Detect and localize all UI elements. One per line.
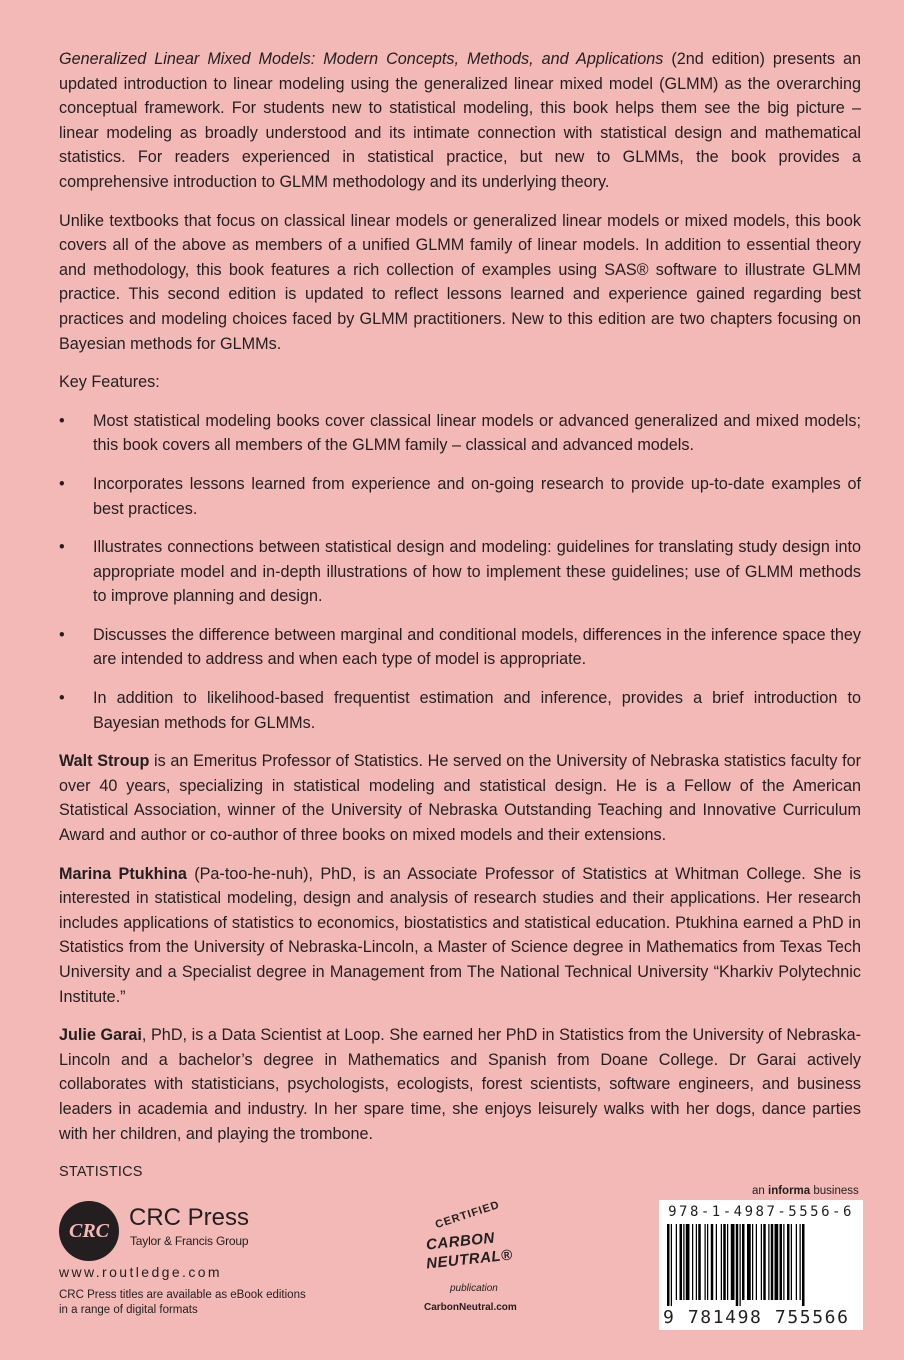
barcode-bar <box>716 1224 717 1300</box>
publisher-website: www.routledge.com <box>59 1264 222 1280</box>
barcode-bar <box>731 1224 735 1300</box>
author-name: Marina Ptukhina <box>59 864 187 883</box>
bullet-icon: • <box>59 625 65 644</box>
barcode-bar <box>768 1224 769 1300</box>
feature-text: In addition to likelihood-based frequentist estimation and inference, provides a brief introduction to Bayesian methods for GLMMs. <box>93 689 861 732</box>
feature-item <box>59 472 861 521</box>
bullet-icon: • <box>59 474 65 493</box>
subject-category: STATISTICS <box>59 1164 143 1180</box>
neutral-label: NEUTRAL® <box>425 1246 514 1273</box>
barcode-bar <box>698 1224 701 1300</box>
barcode-bar <box>800 1224 801 1300</box>
feature-item <box>59 409 861 458</box>
barcode-bar <box>802 1224 805 1306</box>
informa-suffix: business <box>810 1185 859 1197</box>
carbon-certified-label: CERTIFIED <box>433 1198 502 1232</box>
barcode-bar <box>780 1224 783 1300</box>
feature-item <box>59 623 861 672</box>
barcode-bar <box>756 1224 757 1300</box>
key-features-heading: Key Features: <box>59 373 160 392</box>
barcode-bar <box>742 1224 745 1300</box>
ebook-note-line: CRC Press titles are available as eBook editions <box>59 1289 306 1301</box>
barcode-bar <box>692 1224 693 1300</box>
author-bio-stroup <box>59 749 861 847</box>
informa-prefix: an <box>752 1185 768 1197</box>
feature-item <box>59 535 861 609</box>
feature-text: Discusses the difference between marginal and conditional models, differences in the inference space they are intended to address and when each type of model is appropriate. <box>93 625 861 669</box>
barcode-bar <box>696 1224 697 1300</box>
barcode-bar <box>667 1224 670 1306</box>
barcode-bar <box>680 1224 683 1300</box>
author-name: Julie Garai <box>59 1026 142 1045</box>
publisher-logo <box>59 1201 319 1273</box>
book-title: Generalized Linear Mixed Models: Modern Concepts, Methods, and Applications <box>59 50 664 68</box>
barcode-bar <box>723 1224 726 1300</box>
barcode-bar <box>736 1224 739 1306</box>
bullet-icon: • <box>59 689 65 708</box>
barcode-bar <box>787 1224 790 1300</box>
bullet-icon: • <box>59 538 65 557</box>
barcode-bar <box>711 1224 714 1300</box>
barcode-bar <box>775 1224 779 1300</box>
barcode-bar <box>740 1224 741 1306</box>
barcode-bar <box>676 1224 677 1300</box>
barcode-bar <box>707 1224 708 1300</box>
barcode-bar <box>727 1224 728 1300</box>
author-bio-ptukhina <box>59 862 861 1010</box>
carbon-publication-label: publication <box>450 1283 498 1294</box>
author-bio-text: is an Emeritus Professor of Statistics. He served on the University of Nebraska statistics faculty for over 40 years, specializing in statistical modeling and statistical design. He is a Fellow of the American Statistical Association, winner of the University of Nebraska Outstanding Teaching and Innovative Curriculum Award and author or co-author of three books on mixed models and their extensions. <box>59 752 861 845</box>
crc-logo-icon: CRC <box>59 1201 119 1261</box>
informa-brand: informa <box>768 1185 811 1197</box>
feature-text: Most statistical modeling books cover classical linear models or advanced generalized and mixed models; this book covers all members of the GLMM family – classical and advanced models. <box>93 411 861 455</box>
back-cover-text <box>59 47 861 1160</box>
ebook-note <box>59 1288 319 1318</box>
isbn-barcode <box>659 1200 863 1330</box>
barcode-bar <box>761 1224 762 1300</box>
feature-text: Incorporates lessons learned from experience and on-going research to provide up-to-date examples of best practices. <box>93 474 861 518</box>
feature-text: Illustrates connections between statistical design and modeling: guidelines for translating study design into appropriate model and in-depth illustrations of how to implement these guidelines; use of GLMM methods to improve planning and design. <box>93 538 861 606</box>
barcode-bar <box>747 1224 751 1300</box>
barcode-bars-icon <box>665 1224 857 1306</box>
barcode-bar <box>752 1224 753 1300</box>
barcode-bar <box>686 1224 690 1300</box>
intro-paragraph <box>59 47 861 195</box>
carbon-label: CARBON <box>425 1229 496 1254</box>
author-bio-garai <box>59 1023 861 1146</box>
bullet-icon: • <box>59 411 65 430</box>
publisher-group: Taylor & Francis Group <box>130 1234 249 1248</box>
carbon-url: CarbonNeutral.com <box>424 1302 517 1313</box>
feature-item <box>59 686 861 735</box>
isbn-number: 978-1-4987-5556-6 <box>668 1204 854 1220</box>
informa-tagline <box>752 1185 859 1197</box>
barcode-bar <box>683 1224 684 1300</box>
author-name: Walt Stroup <box>59 752 150 771</box>
isbn-digits: 9 781498 755566 <box>663 1307 850 1328</box>
barcode-bar <box>771 1224 774 1300</box>
description-paragraph: Unlike textbooks that focus on classical linear models or generalized linear models or mixed models, this book covers all of the above as members of a unified GLMM family of linear models. In addition to essential theory and methodology, this book features a rich collection of examples using SAS® software to illustrate GLMM practice. This second edition is updated to reflect lessons learned and experience gained regarding best practices and modeling choices faced by GLMM practitioners. New to this edition are two chapters focusing on Bayesian methods for GLMMs. <box>59 211 861 353</box>
author-bio-text: (Pa-too-he-nuh), PhD, is an Associate Professor of Statistics at Whitman College. She is interested in statistical modeling, design and analysis of research studies and their applications. Her research includes applications of statistics to economics, biostatistics and statistical education. Ptukhina earned a PhD in Statistics from the University of Nebraska-Lincoln, a Master of Science degree in Mathematics from Texas Tech University and a Specialist degree in Management from The National Technical University “Kharkiv Polytechnic Institute.” <box>59 864 861 1006</box>
barcode-bar <box>763 1224 766 1300</box>
ebook-note-line: in a range of digital formats <box>59 1304 198 1316</box>
barcode-bar <box>791 1224 792 1300</box>
barcode-bar <box>705 1224 706 1300</box>
publisher-name: CRC Press <box>129 1204 250 1231</box>
key-features-list <box>59 409 861 736</box>
barcode-bar <box>783 1224 784 1300</box>
author-bio-text: , PhD, is a Data Scientist at Loop. She earned her PhD in Statistics from the University of Nebraska-Lincoln and a bachelor’s degree in Mathematics and Spanish from Doane College. Dr Garai actively collaborates with statisticians, psychologists, ecologists, forest scientists, software engineers, and business leaders in academia and industry. In her spare time, she enjoys leisurely walks with her dogs, dance parties with her children, and playing the trombone. <box>59 1026 862 1143</box>
intro-text: (2nd edition) presents an updated introduction to linear modeling using the generalized linear mixed model (GLMM) as the overarching conceptual framework. For students new to statistical modeling, this book helps them see the big picture – linear modeling as broadly understood and its intimate connection with statistical design and mathematical statistics. For readers experienced in statistical practice, but new to GLMMs, the book provides a comprehensive introduction to GLMM methodology and its underlying theory. <box>59 50 861 191</box>
barcode-bar <box>671 1224 672 1306</box>
barcode-bar <box>721 1224 722 1300</box>
barcode-bar <box>796 1224 797 1300</box>
carbon-neutral-logo <box>416 1195 526 1325</box>
